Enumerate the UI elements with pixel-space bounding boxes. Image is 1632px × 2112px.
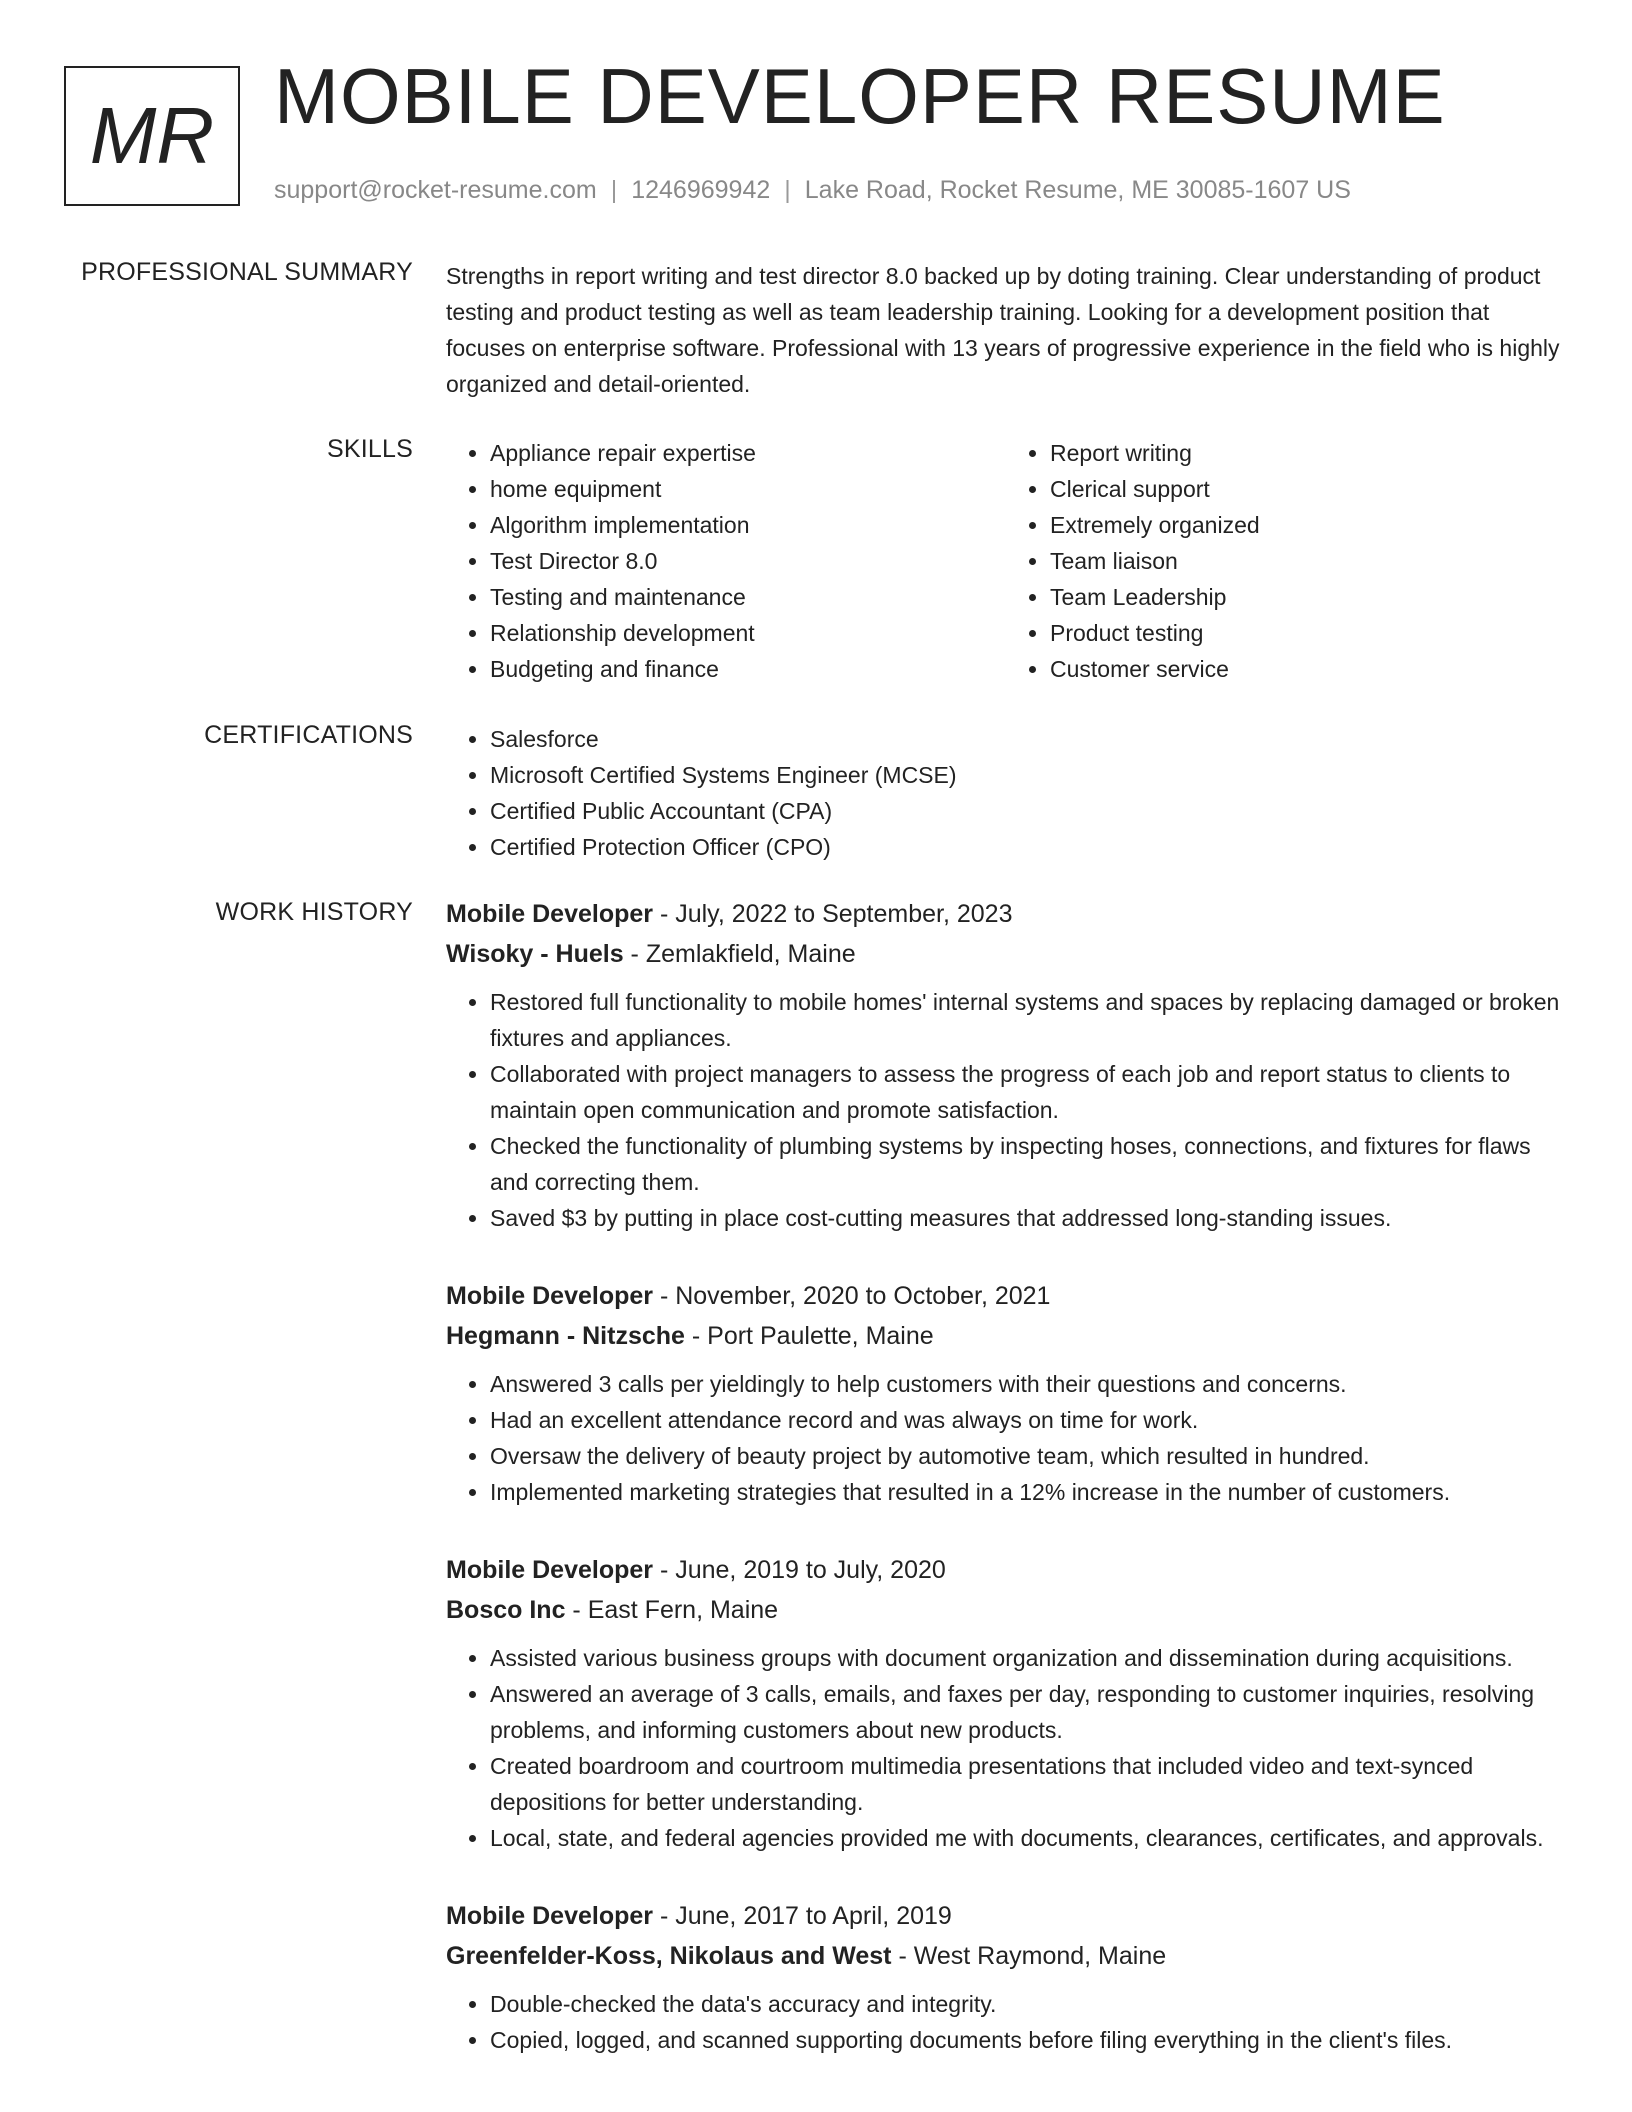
job-title: Mobile Developer <box>446 1282 653 1310</box>
skill-item: • Relationship development <box>490 615 1006 651</box>
skill-item: • Budgeting and finance <box>490 651 1006 687</box>
skills-label: SKILLS <box>327 435 413 463</box>
job-bullets <box>446 1986 1566 2058</box>
summary-text: Strengths in report writing and test director 8.0 backed up by doting training. Clear understanding of product testing and product testing as well as team leadership training. Looking for a development position that focuses on enterprise software. Professional with 13 years of progressive experience in the field who is highly organized and detail-oriented. <box>446 263 1560 397</box>
job-entry <box>446 1276 1566 1510</box>
job-company: Greenfelder-Koss, Nikolaus and West <box>446 1942 892 1970</box>
certifications-list <box>446 721 1566 865</box>
job-entry <box>446 1896 1566 2058</box>
certification-item: • Salesforce <box>490 721 1566 757</box>
skill-item: • Team liaison <box>1050 543 1566 579</box>
job-title-line <box>446 894 1566 934</box>
job-bullet: • Assisted various business groups with document organization and dissemination during acquisitions. <box>490 1640 1566 1676</box>
job-entry <box>446 894 1566 1236</box>
skill-item: • Team Leadership <box>1050 579 1566 615</box>
certification-item: • Certified Public Accountant (CPA) <box>490 793 1566 829</box>
skill-item: • Clerical support <box>1050 471 1566 507</box>
contact-address: Lake Road, Rocket Resume, ME 30085-1607 US <box>804 176 1351 204</box>
certification-item: • Certified Protection Officer (CPO) <box>490 829 1566 865</box>
job-bullets <box>446 984 1566 1236</box>
contact-line <box>274 176 1351 205</box>
skill-item: • Extremely organized <box>1050 507 1566 543</box>
skills-list-left <box>446 435 1006 687</box>
job-title: Mobile Developer <box>446 1902 653 1930</box>
skill-item: • Test Director 8.0 <box>490 543 1006 579</box>
skill-item: • Testing and maintenance <box>490 579 1006 615</box>
contact-separator: | <box>610 176 618 204</box>
job-bullet: • Implemented marketing strategies that resulted in a 12% increase in the number of customers. <box>490 1474 1566 1510</box>
job-bullet: • Collaborated with project managers to assess the progress of each job and report status to clients to maintain open communication and promote satisfaction. <box>490 1056 1566 1128</box>
skill-item: • Appliance repair expertise <box>490 435 1006 471</box>
job-bullet: • Created boardroom and courtroom multimedia presentations that included video and text-synced depositions for better understanding. <box>490 1748 1566 1820</box>
certifications-label: CERTIFICATIONS <box>204 721 413 749</box>
skill-item: • Report writing <box>1050 435 1566 471</box>
job-dates: - June, 2019 to July, 2020 <box>653 1556 946 1584</box>
job-entry <box>446 1550 1566 1856</box>
contact-email: support@rocket-resume.com <box>274 176 597 204</box>
job-company-line <box>446 1590 1566 1630</box>
job-location: - West Raymond, Maine <box>891 1942 1167 1970</box>
contact-phone: 1246969942 <box>631 176 771 204</box>
certifications-body <box>446 721 1566 865</box>
job-title-line <box>446 1896 1566 1936</box>
job-title-line <box>446 1550 1566 1590</box>
job-bullet: • Checked the functionality of plumbing systems by inspecting hoses, connections, and fixtures for flaws and correcting them. <box>490 1128 1566 1200</box>
skill-item: • Product testing <box>1050 615 1566 651</box>
job-company-line <box>446 1316 1566 1356</box>
job-bullet: • Had an excellent attendance record and was always on time for work. <box>490 1402 1566 1438</box>
job-location: - Zemlakfield, Maine <box>623 940 856 968</box>
job-title: Mobile Developer <box>446 1556 653 1584</box>
contact-separator: | <box>784 176 791 204</box>
job-bullet: • Restored full functionality to mobile homes' internal systems and spaces by replacing damaged or broken fixtures and appliances. <box>490 984 1566 1056</box>
skill-item: • Customer service <box>1050 651 1566 687</box>
summary-label: PROFESSIONAL SUMMARY <box>81 258 413 286</box>
job-bullets <box>446 1640 1566 1856</box>
work-history-body <box>446 894 1566 2098</box>
job-company: Wisoky - Huels <box>446 940 624 968</box>
job-bullet: • Saved $3 by putting in place cost-cutting measures that addressed long-standing issues. <box>490 1200 1566 1236</box>
job-company: Hegmann - Nitzsche <box>446 1322 685 1350</box>
job-location: - East Fern, Maine <box>565 1596 779 1624</box>
job-location: - Port Paulette, Maine <box>684 1322 934 1350</box>
certification-item: • Microsoft Certified Systems Engineer (MCSE) <box>490 757 1566 793</box>
job-company: Bosco Inc <box>446 1596 566 1624</box>
summary-body <box>446 258 1566 402</box>
job-bullet: • Oversaw the delivery of beauty project by automotive team, which resulted in hundred. <box>490 1438 1566 1474</box>
job-dates: - July, 2022 to September, 2023 <box>653 900 1013 928</box>
monogram-logo: MR <box>64 66 240 206</box>
job-dates: - June, 2017 to April, 2019 <box>653 1902 952 1930</box>
job-company-line <box>446 934 1566 974</box>
job-bullet: • Answered 3 calls per yieldingly to help customers with their questions and concerns. <box>490 1366 1566 1402</box>
job-bullet: • Local, state, and federal agencies provided me with documents, clearances, certificates, and approvals. <box>490 1820 1566 1856</box>
skill-item: • Algorithm implementation <box>490 507 1006 543</box>
resume-title: MOBILE DEVELOPER RESUME <box>274 52 1446 140</box>
job-title: Mobile Developer <box>446 900 653 928</box>
job-bullets <box>446 1366 1566 1510</box>
job-title-line <box>446 1276 1566 1316</box>
work-history-label: WORK HISTORY <box>215 898 413 926</box>
job-dates: - November, 2020 to October, 2021 <box>653 1282 1051 1310</box>
skills-list-right <box>1006 435 1566 687</box>
skills-body <box>446 435 1566 687</box>
job-bullet: • Copied, logged, and scanned supporting documents before filing everything in the client's files. <box>490 2022 1566 2058</box>
job-bullet: • Double-checked the data's accuracy and integrity. <box>490 1986 1566 2022</box>
job-company-line <box>446 1936 1566 1976</box>
job-bullet: • Answered an average of 3 calls, emails, and faxes per day, responding to customer inquiries, resolving problems, and informing customers about new products. <box>490 1676 1566 1748</box>
skill-item: • home equipment <box>490 471 1006 507</box>
